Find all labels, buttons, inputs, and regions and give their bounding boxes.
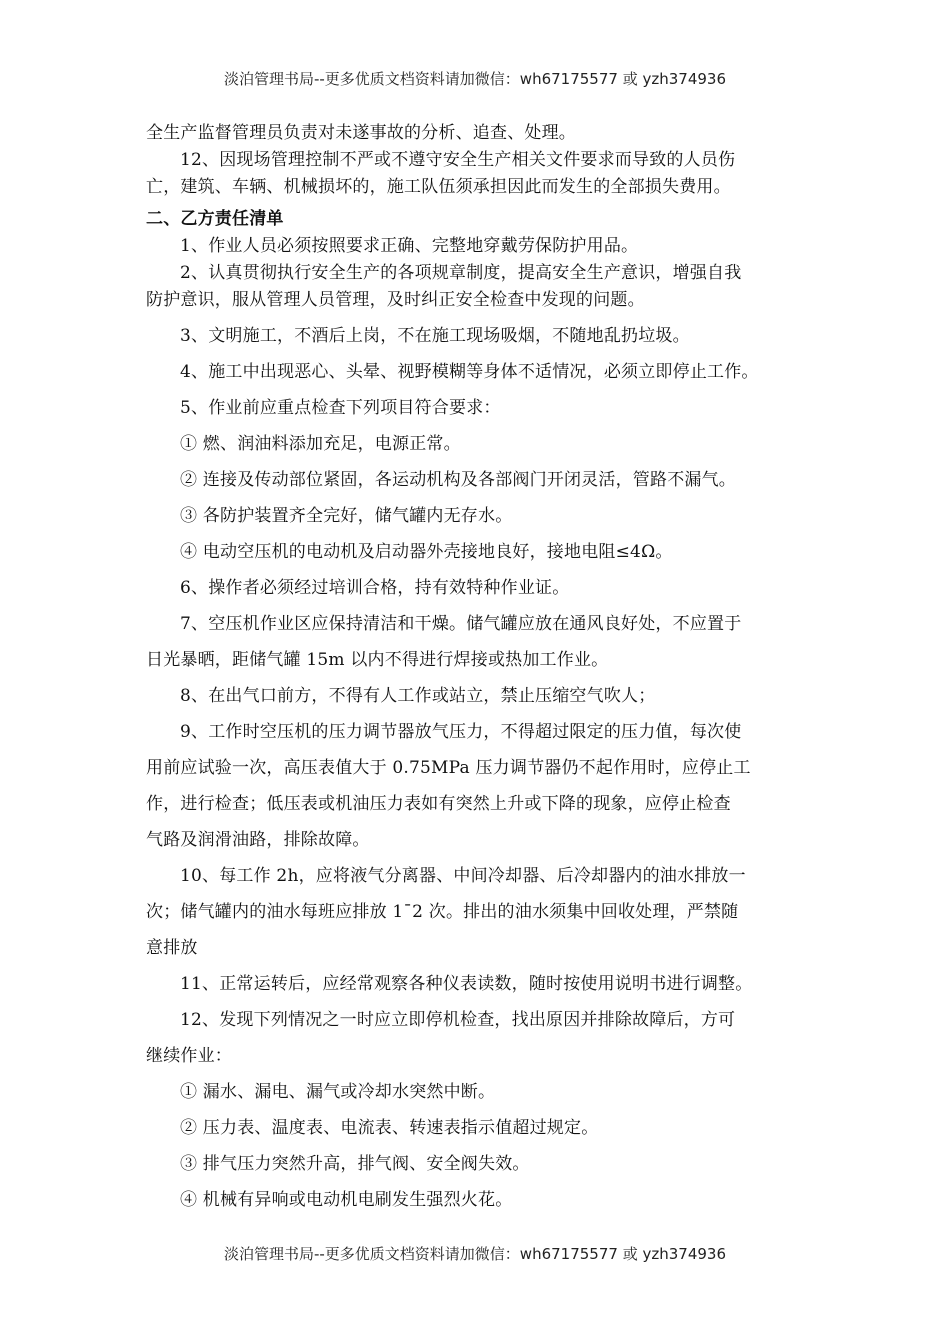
paragraph-line: 继续作业： bbox=[146, 1046, 232, 1066]
list-item: ④ 机械有异响或电动机电刷发生强烈火花。 bbox=[180, 1190, 513, 1210]
paragraph-line: 全生产监督管理员负责对未遂事故的分析、追查、处理。 bbox=[146, 123, 576, 143]
paragraph-line: 2、认真贯彻执行安全生产的各项规章制度，提高安全生产意识，增强自我 bbox=[180, 263, 742, 283]
paragraph-line: 用前应试验一次，高压表值大于 0.75MPa 压力调节器仍不起作用时，应停止工 bbox=[146, 758, 751, 778]
paragraph-line: 8、在出气口前方，不得有人工作或站立，禁止压缩空气吹人； bbox=[180, 686, 656, 706]
page-header: 淡泊管理书局--更多优质文档资料请加微信：wh67175577 或 yzh374936 bbox=[223, 70, 726, 88]
paragraph-line: 日光暴晒，距储气罐 15m 以内不得进行焊接或热加工作业。 bbox=[146, 650, 609, 670]
paragraph-line: 气路及润滑油路，排除故障。 bbox=[146, 830, 370, 850]
paragraph-line: 5、作业前应重点检查下列项目符合要求： bbox=[180, 398, 501, 418]
list-item: ③ 各防护装置齐全完好，储气罐内无存水。 bbox=[180, 506, 513, 526]
paragraph-line: 亡，建筑、车辆、机械损坏的，施工队伍须承担因此而发生的全部损失费用。 bbox=[146, 177, 731, 197]
paragraph-line: 作，进行检查；低压表或机油压力表如有突然上升或下降的现象，应停止检查 bbox=[146, 794, 731, 814]
paragraph-line: 12、发现下列情况之一时应立即停机检查，找出原因并排除故障后，方可 bbox=[180, 1010, 736, 1030]
paragraph-line: 1、作业人员必须按照要求正确、完整地穿戴劳保防护用品。 bbox=[180, 236, 639, 256]
list-item: ③ 排气压力突然升高，排气阀、安全阀失效。 bbox=[180, 1154, 530, 1174]
list-item: ① 漏水、漏电、漏气或冷却水突然中断。 bbox=[180, 1082, 496, 1102]
document-body bbox=[146, 120, 808, 1218]
paragraph-line: 10、每工作 2h，应将液气分离器、中间冷却器、后冷却器内的油水排放一 bbox=[180, 866, 746, 886]
paragraph-line: 防护意识，服从管理人员管理，及时纠正安全检查中发现的问题。 bbox=[146, 290, 645, 310]
paragraph-line: 3、文明施工，不酒后上岗，不在施工现场吸烟，不随地乱扔垃圾。 bbox=[180, 326, 690, 346]
list-item: ① 燃、润油料添加充足，电源正常。 bbox=[180, 434, 461, 454]
paragraph-line: 意排放 bbox=[146, 938, 198, 958]
page-footer: 淡泊管理书局--更多优质文档资料请加微信：wh67175577 或 yzh374936 bbox=[223, 1245, 726, 1263]
paragraph-line: 6、操作者必须经过培训合格，持有效特种作业证。 bbox=[180, 578, 570, 598]
paragraph-line: 次；储气罐内的油水每班应排放 1¯2 次。排出的油水须集中回收处理，严禁随 bbox=[146, 902, 739, 922]
list-item: ② 压力表、温度表、电流表、转速表指示值超过规定。 bbox=[180, 1118, 599, 1138]
paragraph-line: 11、正常运转后，应经常观察各种仪表读数，随时按使用说明书进行调整。 bbox=[180, 974, 753, 994]
list-item: ④ 电动空压机的电动机及启动器外壳接地良好，接地电阻≤4Ω。 bbox=[180, 542, 673, 562]
paragraph-line: 4、施工中出现恶心、头晕、视野模糊等身体不适情况，必须立即停止工作。 bbox=[180, 362, 759, 382]
list-item: ② 连接及传动部位紧固，各运动机构及各部阀门开闭灵活，管路不漏气。 bbox=[180, 470, 737, 490]
paragraph-line: 9、工作时空压机的压力调节器放气压力，不得超过限定的压力值，每次使 bbox=[180, 722, 742, 742]
paragraph-line: 12、因现场管理控制不严或不遵守安全生产相关文件要求而导致的人员伤 bbox=[180, 150, 736, 170]
section-heading: 二、乙方责任清单 bbox=[146, 209, 284, 229]
paragraph-line: 7、空压机作业区应保持清洁和干燥。储气罐应放在通风良好处，不应置于 bbox=[180, 614, 742, 634]
